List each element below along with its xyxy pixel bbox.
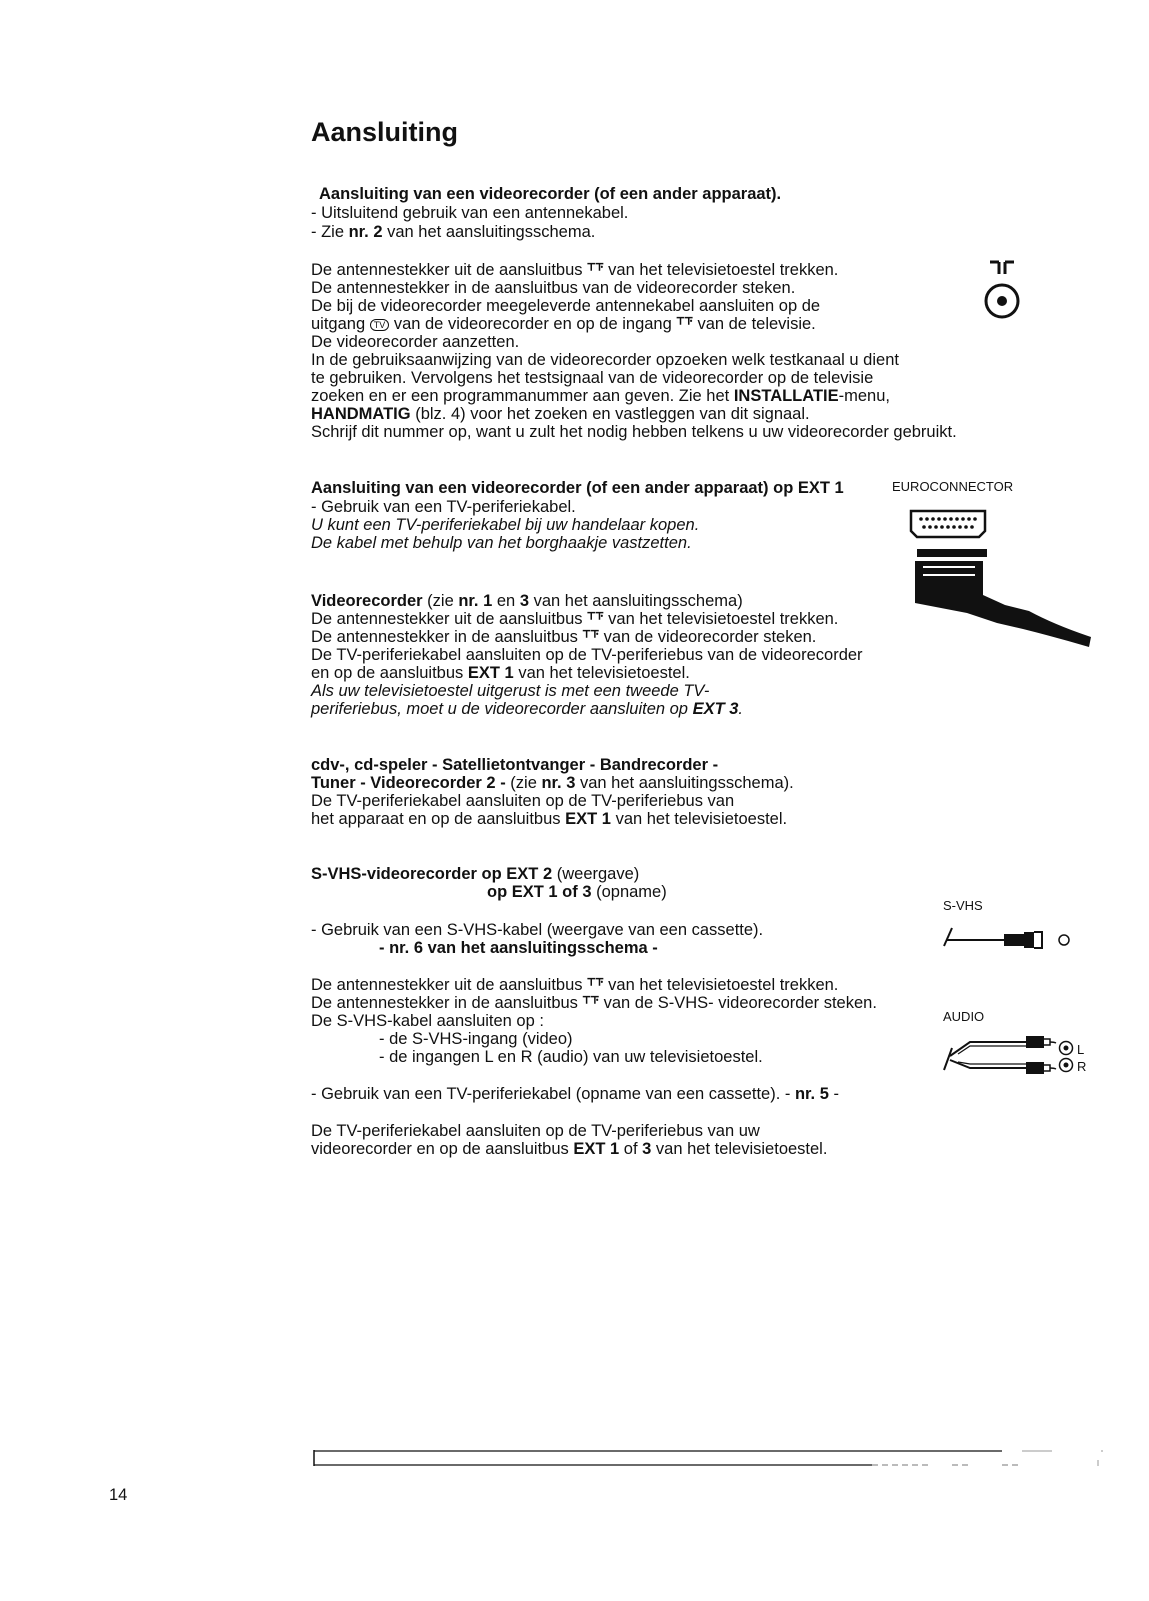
section5-heading2: op EXT 1 of 3 (opname) — [487, 883, 667, 901]
audio-r-label: R — [1077, 1059, 1087, 1074]
section1-bullet2: - Zie nr. 2 van het aansluitingsschema. — [311, 223, 596, 241]
page-number: 14 — [109, 1486, 128, 1504]
section4-line1: cdv-, cd-speler - Satellietontvanger - Bandrecorder - — [311, 756, 719, 774]
section5-heading: S-VHS-videorecorder op EXT 2 (weergave) — [311, 865, 640, 883]
audio-label: AUDIO — [943, 1009, 985, 1024]
section1-p10: Schrijf dit nummer op, want u zult het nodig hebben telkens u uw videorecorder gebruikt. — [311, 423, 957, 441]
antenna-icon: ⸆⸇ — [587, 976, 604, 994]
antenna-icon: ⸆⸇ — [587, 610, 604, 628]
section1-p1: De antennestekker uit de aansluitbus ⸆⸇ van het televisietoestel trekken. — [311, 261, 839, 279]
antenna-icon: ⸆⸇ — [676, 315, 693, 333]
section5-p5: - de ingangen L en R (audio) van uw televisietoestel. — [379, 1048, 763, 1066]
section3-p6: periferiebus, moet u de videorecorder aansluiten op EXT 3. — [311, 700, 744, 718]
section3-p1: De antennestekker uit de aansluitbus ⸆⸇ van het televisietoestel trekken. — [311, 610, 839, 628]
antenna-icon: ⸆⸇ — [582, 628, 600, 646]
section5-l1: - Gebruik van een S-VHS-kabel (weergave van een cassette). — [311, 921, 764, 939]
page-title: Aansluiting — [311, 117, 458, 147]
antenna-socket-icon — [982, 258, 1022, 328]
section5-l2: - nr. 6 van het aansluitingsschema - — [379, 939, 658, 957]
section5-p1: De antennestekker uit de aansluitbus ⸆⸇ van het televisietoestel trekken. — [311, 976, 839, 994]
section5-p3: De S-VHS-kabel aansluiten op : — [311, 1012, 544, 1030]
audio-l-label: L — [1077, 1042, 1085, 1057]
section3-p3: De TV-periferiekabel aansluiten op de TV-periferiebus van de videorecorder — [311, 646, 863, 664]
section1-p4: uitgang TV van de videorecorder en op de ingang ⸆⸇ van de televisie. — [311, 315, 816, 333]
section1-p2: De antennestekker in de aansluitbus van de videorecorder steken. — [311, 279, 796, 297]
section5-p2: De antennestekker in de aansluitbus ⸆⸇ van de S-VHS- videorecorder steken. — [311, 994, 877, 1012]
section5-p7: De TV-periferiekabel aansluiten op de TV-periferiebus van uw — [311, 1122, 760, 1140]
section5-p8: videorecorder en op de aansluitbus EXT 1 of 3 van het televisietoestel. — [311, 1140, 828, 1158]
section3-heading: Videorecorder (zie nr. 1 en 3 van het aansluitingsschema) — [311, 592, 743, 610]
section2-line3: De kabel met behulp van het borghaakje vastzetten. — [311, 534, 692, 552]
section3-p5: Als uw televisietoestel uitgerust is met een tweede TV- — [311, 682, 710, 700]
audio-plugs-icon — [940, 1030, 1060, 1080]
section4-line4: het apparaat en op de aansluitbus EXT 1 van het televisietoestel. — [311, 810, 788, 828]
antenna-icon: ⸆⸇ — [587, 261, 604, 279]
section1-heading: Aansluiting van een videorecorder (of een ander apparaat). — [319, 185, 782, 203]
section1-p3: De bij de videorecorder meegeleverde antennekabel aansluiten op de — [311, 297, 821, 315]
section2-line1: - Gebruik van een TV-periferiekabel. — [311, 498, 576, 516]
antenna-icon: ⸆⸇ — [582, 994, 600, 1012]
section1-p5: De videorecorder aanzetten. — [311, 333, 520, 351]
svhs-label: S-VHS — [943, 898, 983, 913]
svhs-plug-icon — [940, 920, 1080, 960]
section1-bullet1: - Uitsluitend gebruik van een antennekabel. — [311, 204, 629, 222]
section1-p7: te gebruiken. Vervolgens het testsignaal van de videorecorder op de televisie — [311, 369, 874, 387]
footer-rule — [312, 1448, 1112, 1468]
euroconnector-label: EUROCONNECTOR — [892, 479, 1014, 494]
section1-p9: HANDMATIG (blz. 4) voor het zoeken en vastleggen van dit signaal. — [311, 405, 810, 423]
audio-socket-r-icon — [1058, 1057, 1074, 1073]
section1-p6: In de gebruiksaanwijzing van de videorecorder opzoeken welk testkanaal u dient — [311, 351, 899, 369]
section5-p4: - de S-VHS-ingang (video) — [379, 1030, 573, 1048]
tv-output-icon: TV — [370, 319, 390, 331]
section1-p8: zoeken en er een programmanummer aan geven. Zie het INSTALLATIE-menu, — [311, 387, 890, 405]
audio-socket-l-icon — [1058, 1040, 1074, 1056]
section4-line3: De TV-periferiekabel aansluiten op de TV-periferiebus van — [311, 792, 735, 810]
section3-p4: en op de aansluitbus EXT 1 van het televisietoestel. — [311, 664, 690, 682]
section4-line2: Tuner - Videorecorder 2 - (zie nr. 3 van het aansluitingsschema). — [311, 774, 794, 792]
euroconnector-icon — [905, 505, 1095, 655]
section5-p6: - Gebruik van een TV-periferiekabel (opname van een cassette). - nr. 5 - — [311, 1085, 839, 1103]
section3-p2: De antennestekker in de aansluitbus ⸆⸇ van de videorecorder steken. — [311, 628, 817, 646]
section2-heading: Aansluiting van een videorecorder (of een ander apparaat) op EXT 1 — [311, 479, 844, 497]
section2-line2: U kunt een TV-periferiekabel bij uw handelaar kopen. — [311, 516, 700, 534]
